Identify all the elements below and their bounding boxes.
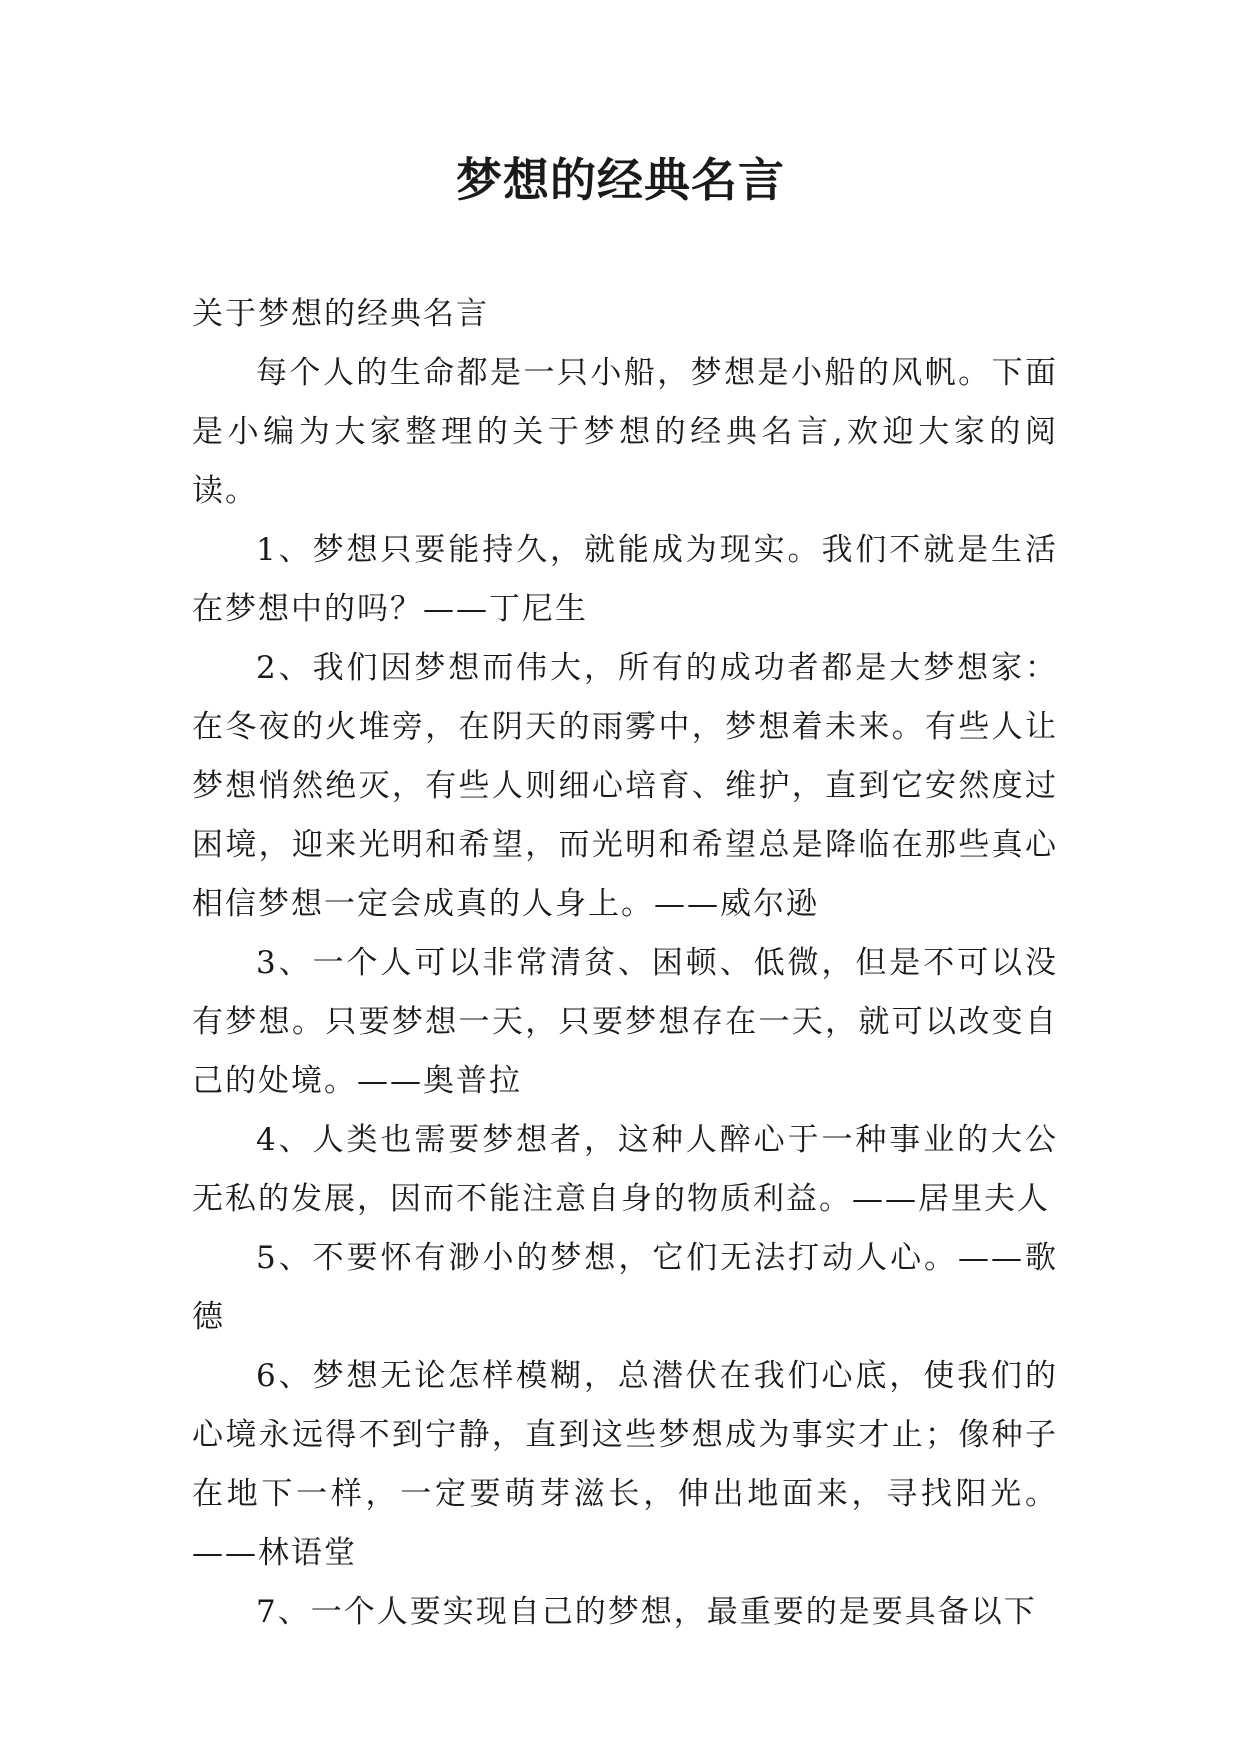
quote-paragraph-3: 3、一个人可以非常清贫、困顿、低微，但是不可以没有梦想。只要梦想一天，只要梦想存在一天，就可以改变自己的处境。——奥普拉 xyxy=(192,945,1058,1099)
intro-paragraph: 每个人的生命都是一只小船，梦想是小船的风帆。下面是小编为大家整理的关于梦想的经典名言,欢迎大家的阅读。 xyxy=(192,355,1058,509)
quote-paragraph-2: 2、我们因梦想而伟大，所有的成功者都是大梦想家：在冬夜的火堆旁，在阴天的雨雾中，梦想着未来。有些人让梦想悄然绝灭，有些人则细心培育、维护，直到它安然度过困境，迎来光明和希望，而光明和希望总是降临在那些真心相信梦想一定会成真的人身上。——威尔逊 xyxy=(192,650,1058,922)
quote-paragraph-7: 7、一个人要实现自己的梦想，最重要的是要具备以下 xyxy=(256,1594,1037,1630)
document-title: 梦想的经典名言 xyxy=(456,153,785,207)
quote-paragraph-5: 5、不要怀有渺小的梦想，它们无法打动人心。——歌德 xyxy=(192,1240,1058,1335)
document-body xyxy=(192,285,1058,1642)
quote-paragraph-1: 1、梦想只要能持久，就能成为现实。我们不就是生活在梦想中的吗？——丁尼生 xyxy=(192,532,1058,627)
quote-paragraph-6: 6、梦想无论怎样模糊，总潜伏在我们心底，使我们的心境永远得不到宁静，直到这些梦想成为事实才止；像种子在地下一样，一定要萌芽滋长，伸出地面来，寻找阳光。——林语堂 xyxy=(192,1358,1058,1571)
quote-paragraph-4: 4、人类也需要梦想者，这种人醉心于一种事业的大公无私的发展，因而不能注意自身的物质利益。——居里夫人 xyxy=(192,1122,1058,1217)
subtitle-paragraph: 关于梦想的经典名言 xyxy=(192,296,489,332)
